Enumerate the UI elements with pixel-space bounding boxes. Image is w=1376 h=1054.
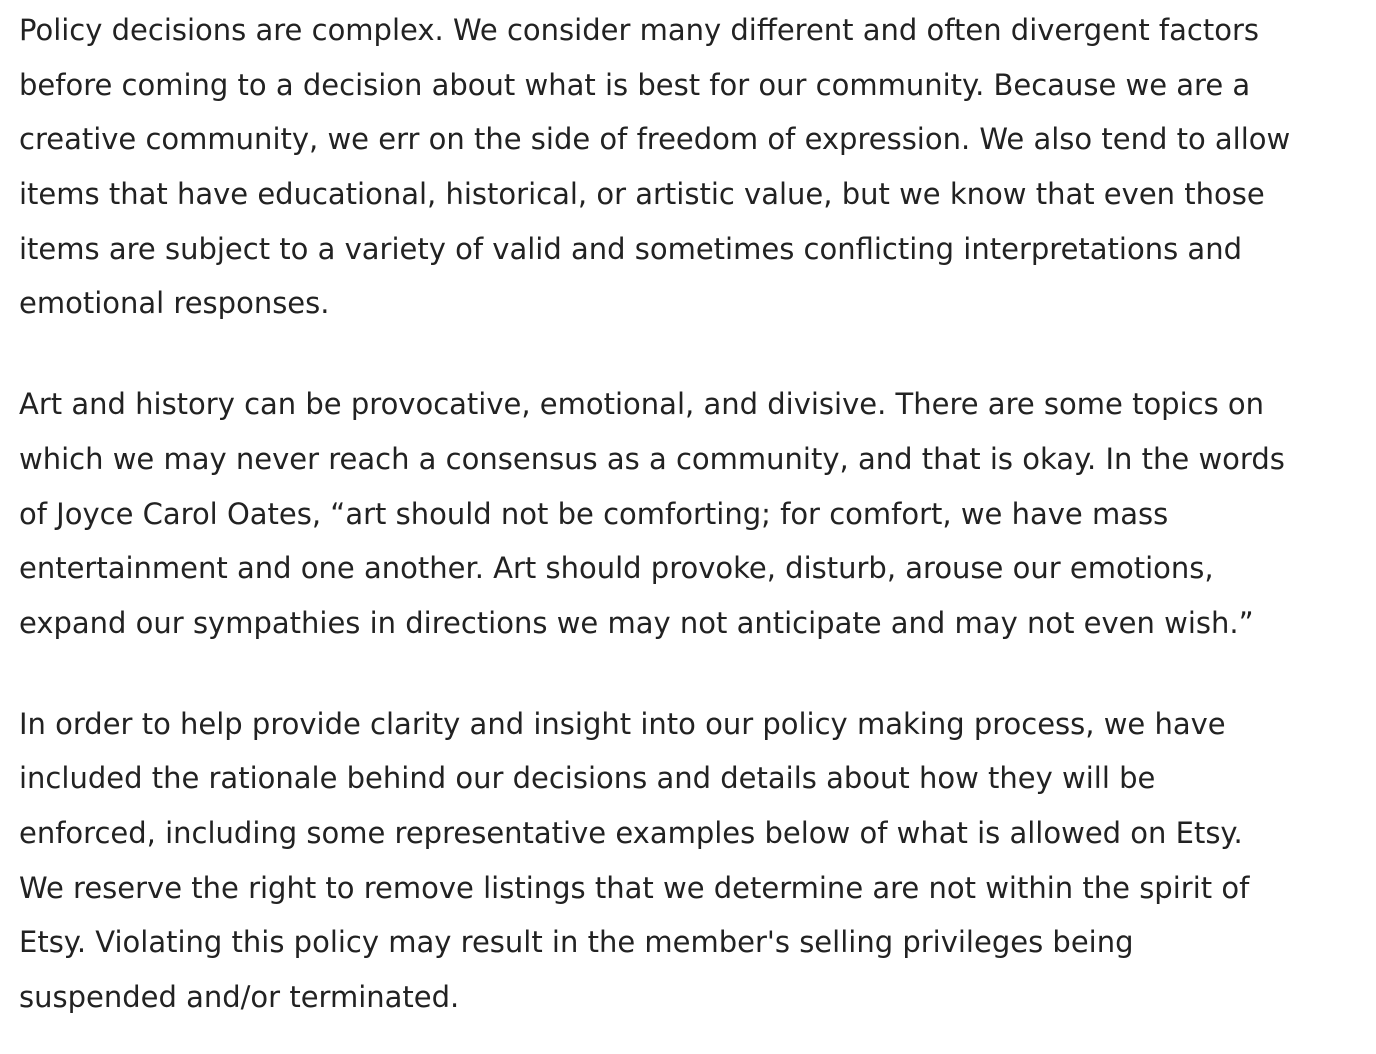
paragraph-line: We reserve the right to remove listings that we determine are not within the spirit of: [19, 870, 1250, 905]
paragraph-line: creative community, we err on the side of freedom of expression. We also tend to allow: [19, 122, 1291, 157]
paragraph-line: Etsy. Violating this policy may result in the member's selling privileges being: [19, 925, 1134, 960]
paragraph-line: entertainment and one another. Art should provoke, disturb, arouse our emotions,: [19, 551, 1214, 586]
paragraph-line: Policy decisions are complex. We consider many different and often divergent factors: [19, 13, 1259, 47]
policy-article: [19, 3, 1364, 1025]
paragraph-line: In order to help provide clarity and insight into our policy making process, we have: [19, 706, 1226, 741]
paragraph-policy-decisions: [19, 3, 1364, 331]
paragraph-line: expand our sympathies in directions we may not anticipate and may not even wish.”: [19, 605, 1254, 640]
paragraph-line: emotional responses.: [19, 286, 330, 321]
paragraph-line: items are subject to a variety of valid and sometimes conflicting interpretations and: [19, 231, 1242, 266]
paragraph-line: items that have educational, historical, or artistic value, but we know that even those: [19, 177, 1265, 212]
paragraph-line: suspended and/or terminated.: [19, 980, 460, 1014]
paragraph-line: Art and history can be provocative, emotional, and divisive. There are some topics on: [19, 387, 1265, 422]
paragraph-line: which we may never reach a consensus as a community, and that is okay. In the words: [19, 441, 1285, 476]
paragraph-policy-process: [19, 697, 1364, 1025]
paragraph-art-and-history: [19, 377, 1364, 650]
paragraph-line: of Joyce Carol Oates, “art should not be comforting; for comfort, we have mass: [19, 496, 1169, 531]
paragraph-line: included the rationale behind our decisions and details about how they will be: [19, 761, 1156, 796]
paragraph-line: enforced, including some representative examples below of what is allowed on Etsy.: [19, 815, 1243, 850]
paragraph-line: before coming to a decision about what is best for our community. Because we are a: [19, 67, 1251, 102]
